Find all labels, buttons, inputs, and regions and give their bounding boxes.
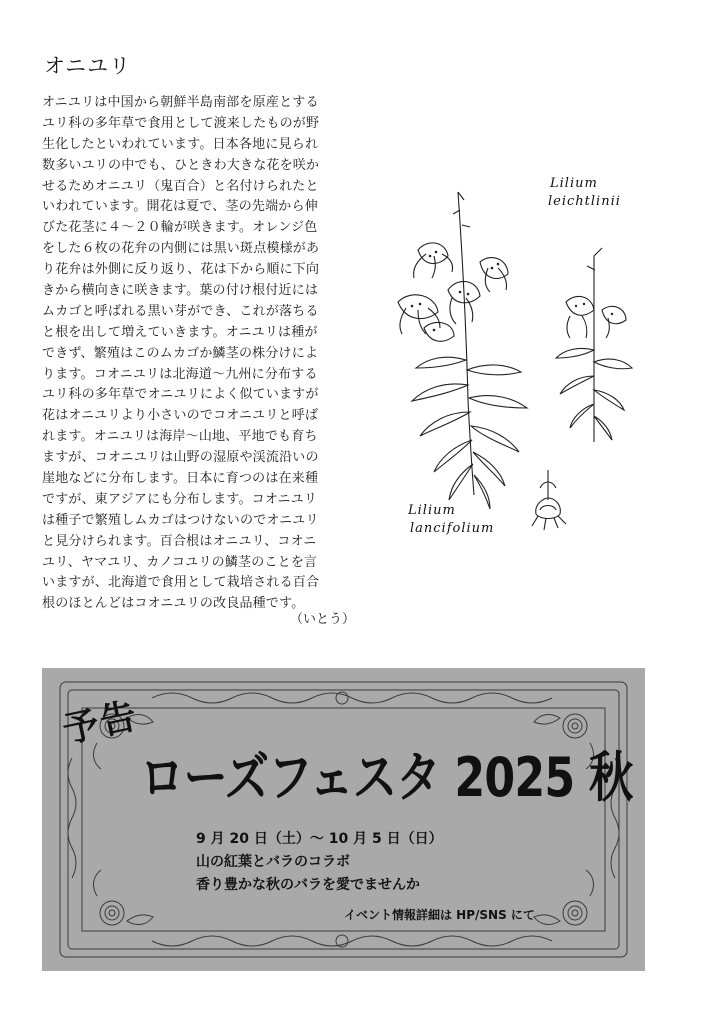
article-line: 花はオニユリより小さいのでコオニユリと呼ば bbox=[42, 408, 319, 424]
article-line: ります。コオニユリは北海道～九州に分布する bbox=[42, 366, 318, 382]
article-line: り花弁は外側に反り返り、花は下から順に下向 bbox=[42, 262, 320, 278]
event-dates: 9 月 20 日（土）～ 10 月 5 日（日） bbox=[196, 831, 443, 847]
article-line: いますが、北海道で食用として栽培される百合 bbox=[42, 575, 320, 591]
lily-drawing bbox=[388, 170, 640, 560]
article-line: せるためオニユリ（鬼百合）と名付けられたと bbox=[42, 178, 319, 194]
article-line: れます。オニユリは海岸～山地、平地でも育ち bbox=[42, 429, 318, 445]
label-leichtlinii-species: leichtlinii bbox=[548, 194, 621, 209]
article-line: びた花茎に４～２０輪が咲きます。オレンジ色 bbox=[42, 220, 318, 236]
lily-illustration bbox=[388, 170, 640, 560]
event-line-2: 香り豊かな秋のバラを愛でませんか bbox=[196, 877, 420, 893]
event-info bbox=[196, 828, 443, 897]
article-line: ムカゴと呼ばれる黒い芽ができ、これが落ちる bbox=[42, 303, 319, 319]
article-line: きから横向きに咲きます。葉の付け根付近には bbox=[42, 283, 319, 299]
article-line: ですが、東アジアにも分布します。コオニユリ bbox=[42, 491, 318, 507]
label-lancifolium-genus: Lilium bbox=[408, 503, 456, 518]
article-line: オニユリは中国から朝鮮半島南部を原産とする bbox=[42, 95, 319, 110]
event-title: ローズフェスタ 2025 秋 bbox=[140, 746, 633, 809]
article-line: と根を出して増えていきます。オニユリは種が bbox=[42, 324, 318, 340]
article-author: （いとう） bbox=[290, 612, 356, 627]
article-line: 数多いユリの中でも、ひときわ大きな花を咲か bbox=[42, 157, 320, 173]
label-lancifolium-species: lancifolium bbox=[410, 521, 495, 536]
article-line: ユリ科の多年草でオニユリによく似ていますが bbox=[42, 387, 319, 403]
article-line: ユリ、ヤマユリ、カノコユリの鱗茎のことを言 bbox=[42, 554, 318, 570]
article-line: いわれています。開花は夏で、茎の先端から伸 bbox=[42, 199, 318, 215]
article-title: オニユリ bbox=[44, 54, 132, 78]
article-line: ユリ科の多年草で食用として渡来したものが野 bbox=[42, 115, 320, 131]
article-line: できず、繁殖はこのムカゴか鱗茎の株分けによ bbox=[42, 345, 319, 361]
article-line: と見分けられます。百合根はオニユリ、コオニ bbox=[42, 533, 317, 549]
article-line: ますが、コオニユリは山野の湿原や渓流沿いの bbox=[42, 450, 319, 466]
label-leichtlinii-genus: Lilium bbox=[550, 176, 598, 191]
article-line: は種子で繁殖しムカゴはつけないのでオニユリ bbox=[42, 512, 319, 528]
event-details-note: イベント情報詳細は HP/SNS にて bbox=[344, 908, 535, 922]
article-line: 生化したといわれています。日本各地に見られ bbox=[42, 136, 319, 152]
preview-badge: 予告 bbox=[59, 695, 143, 752]
article-line: 崖地などに分布します。日本に育つのは在来種 bbox=[42, 471, 319, 487]
event-line-1: 山の紅葉とバラのコラボ bbox=[196, 854, 350, 870]
article-line: 根のほとんどはコオニユリの改良品種です。 bbox=[42, 596, 305, 612]
article-line: をした６枚の花弁の内側には黒い斑点模様があ bbox=[42, 241, 320, 257]
article-body bbox=[42, 93, 360, 615]
